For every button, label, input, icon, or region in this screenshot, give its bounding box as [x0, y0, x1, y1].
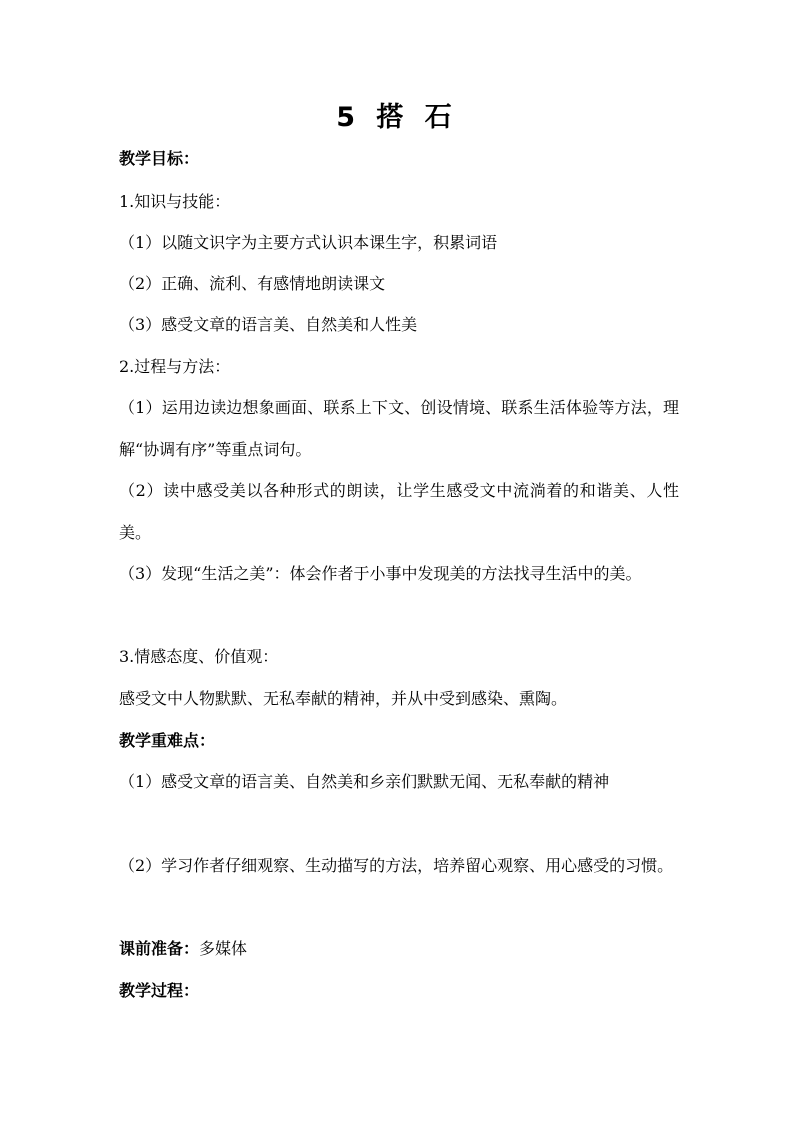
key-points-item-1: （1）感受文章的语言美、自然美和乡亲们默默无闻、无私奉献的精神 — [119, 772, 610, 791]
section2-heading: 2.过程与方法： — [119, 357, 231, 376]
document-title: 5 搭 石 — [336, 102, 458, 133]
section1-item-1: （1）以随文识字为主要方式认识本课生字，积累词语 — [119, 233, 498, 252]
process-heading: 教学过程： — [119, 981, 200, 1000]
objectives-heading: 教学目标： — [119, 149, 200, 168]
section1-heading: 1.知识与技能： — [119, 192, 231, 211]
section2-item-2: （2）读中感受美以各种形式的朗读，让学生感受文中流淌着的和谐美、人性美。 — [119, 481, 679, 542]
section1-item-3: （3）感受文章的语言美、自然美和人性美 — [119, 315, 418, 334]
section3-heading: 3.情感态度、价值观： — [119, 647, 279, 666]
preparation-line — [119, 938, 679, 960]
preparation-value: 多媒体 — [199, 939, 248, 958]
preparation-label: 课前准备： — [119, 939, 200, 958]
key-points-item-2: （2）学习作者仔细观察、生动描写的方法，培养留心观察、用心感受的习惯。 — [119, 856, 674, 875]
section2-item-3: （3）发现“生活之美”：体会作者于小事中发现美的方法找寻生活中的美。 — [119, 564, 642, 583]
key-points-heading: 教学重难点： — [119, 731, 216, 750]
section2-item-1: （1）运用边读边想象画面、联系上下文、创设情境、联系生活体验等方法，理解“协调有序”等重点词句。 — [119, 398, 679, 459]
section3-text: 感受文中人物默默、无私奉献的精神，并从中受到感染、熏陶。 — [119, 689, 568, 708]
section1-item-2: （2）正确、流利、有感情地朗读课文 — [119, 274, 386, 293]
